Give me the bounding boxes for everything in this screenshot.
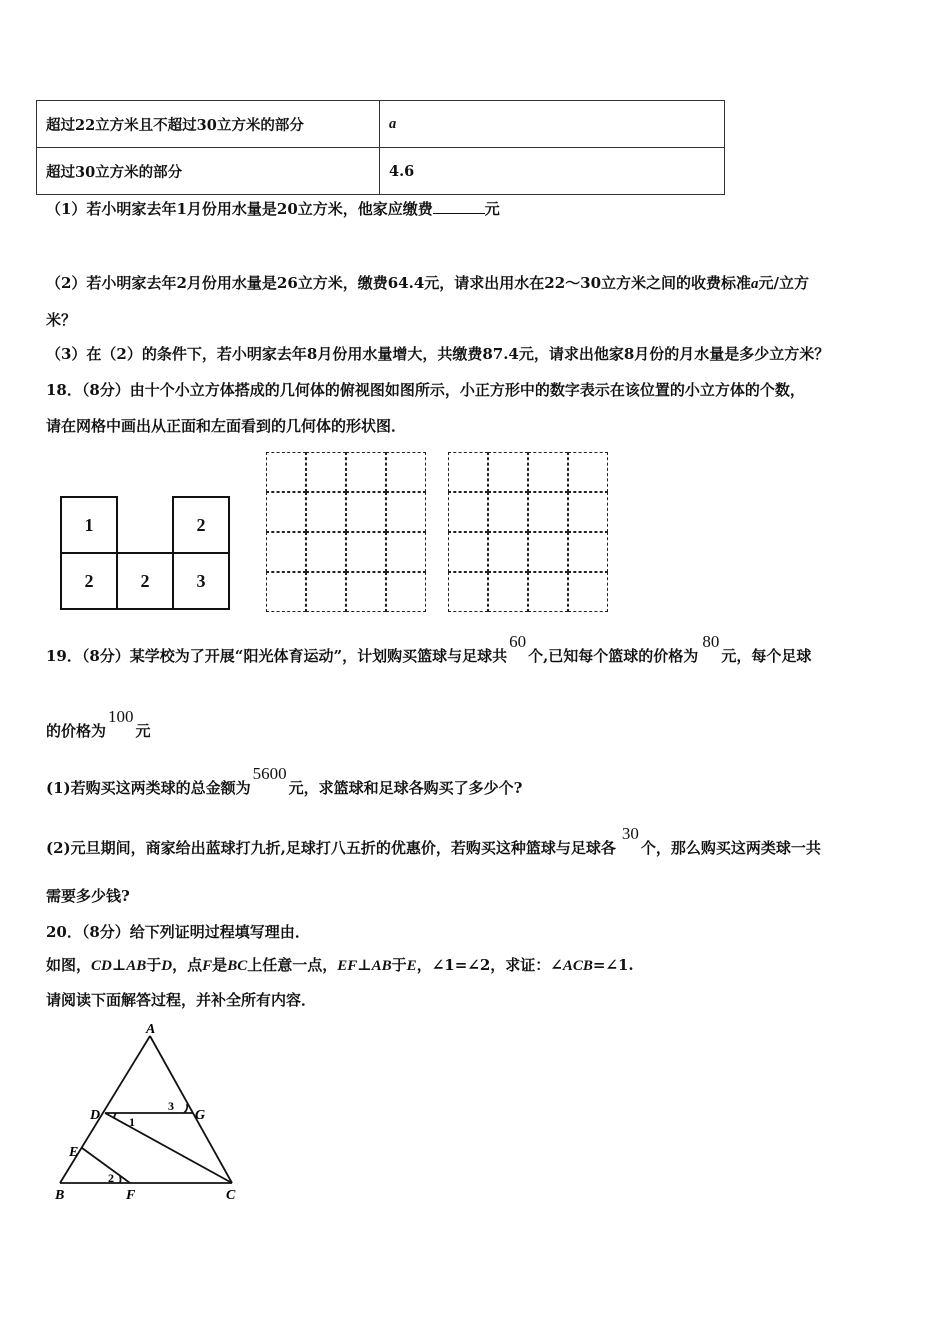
grid-cell[interactable] <box>306 492 346 532</box>
q20-var: D <box>161 958 173 974</box>
label-angle-2: 2 <box>108 1171 114 1185</box>
top-view-cell: 3 <box>172 552 230 610</box>
table-cell-price: 4.6 <box>380 148 725 195</box>
top-view-figure <box>60 496 228 608</box>
q19-line1 <box>46 632 812 666</box>
grid-cell[interactable] <box>448 492 488 532</box>
top-view-cell: 2 <box>60 552 118 610</box>
q17-part1-text: （1）若小明家去年1月份用水量是20立方米，他家应缴费 <box>46 200 433 218</box>
label-d: D <box>90 1108 101 1123</box>
q19-text: 19．（8分）某学校为了开展“阳光体育运动”，计划购买篮球与足球共 <box>46 647 508 665</box>
answer-blank <box>433 199 485 214</box>
grid-cell[interactable] <box>266 572 306 612</box>
q19-line2 <box>46 707 151 741</box>
q20-text: ，∠1=∠2，求证：∠ <box>416 956 563 974</box>
grid-cell[interactable] <box>386 572 426 612</box>
q19-text: 个,已知每个篮球的价格为 <box>528 647 699 665</box>
q20-var: F <box>202 958 213 974</box>
q19-number: 5600 <box>252 764 287 783</box>
grid-cell[interactable] <box>346 492 386 532</box>
grid-cell[interactable] <box>528 492 568 532</box>
q17-part2-unit: 元/立方 <box>758 274 810 292</box>
q19-text: 元 <box>135 722 151 740</box>
q17-var-a: a <box>751 276 759 292</box>
table-row <box>37 101 725 148</box>
q18-line2: 请在网格中画出从正面和左面看到的几何体的形状图． <box>46 417 407 435</box>
q20-line1: 20．（8分）给下列证明过程填写理由． <box>46 923 310 941</box>
label-angle-3: 3 <box>168 1099 174 1113</box>
q20-line2 <box>46 955 634 976</box>
q20-text: ，点 <box>172 956 203 974</box>
q19-text: (1)若购买这两类球的总金额为 <box>46 779 251 797</box>
left-view-grid[interactable] <box>448 452 608 612</box>
label-e: E <box>69 1145 79 1160</box>
grid-cell[interactable] <box>568 492 608 532</box>
label-g: G <box>195 1108 206 1123</box>
grid-cell[interactable] <box>528 572 568 612</box>
grid-cell[interactable] <box>568 532 608 572</box>
label-b: B <box>55 1188 65 1203</box>
grid-cell[interactable] <box>568 572 608 612</box>
label-a: A <box>146 1022 156 1037</box>
grid-cell[interactable] <box>266 492 306 532</box>
segment-ef <box>82 1148 130 1183</box>
q20-var: AB <box>371 958 392 974</box>
grid-cell[interactable] <box>528 452 568 492</box>
q19-number: 100 <box>108 707 134 726</box>
q20-text: 是 <box>212 956 228 974</box>
top-view-cell: 1 <box>60 496 118 554</box>
table-cell-range: 超过22立方米且不超过30立方米的部分 <box>37 101 380 148</box>
q19-text: (2)元旦期间，商家给出蓝球打九折,足球打八五折的优惠价，若购买这种篮球与足球各 <box>46 839 616 857</box>
q20-text: 于 <box>391 956 407 974</box>
grid-cell[interactable] <box>568 452 608 492</box>
grid-cell[interactable] <box>346 572 386 612</box>
grid-cell[interactable] <box>266 532 306 572</box>
grid-cell[interactable] <box>306 532 346 572</box>
q19-number: 80 <box>702 632 720 651</box>
q19-text: 个，那么购买这两类球一共 <box>640 839 821 857</box>
q20-var: AB <box>126 958 147 974</box>
q19-text: 元，求篮球和足球各购买了多少个? <box>288 779 523 797</box>
top-view-cell: 2 <box>116 552 174 610</box>
q20-text: ⊥ <box>357 956 372 974</box>
q17-part3: （3）在（2）的条件下，若小明家去年8月份用水量增大，共缴费87.4元，请求出他家8月份的月水量是多少立方米？ <box>46 345 830 363</box>
top-view-cell: 2 <box>172 496 230 554</box>
q20-text: ⊥ <box>111 956 127 974</box>
q19-sub2-cont: 需要多少钱? <box>46 887 130 905</box>
q20-line3: 请阅读下面解答过程，并补全所有内容． <box>46 991 317 1009</box>
q20-text: 上任意一点， <box>247 956 338 974</box>
table-row <box>37 148 725 195</box>
grid-cell[interactable] <box>266 452 306 492</box>
q19-sub1 <box>46 764 523 798</box>
label-f: F <box>126 1188 136 1203</box>
q17-part1 <box>46 199 500 219</box>
q17-part1-unit: 元 <box>484 200 500 218</box>
q20-text: =∠1. <box>592 956 634 974</box>
side-ab <box>60 1036 150 1183</box>
q19-text: 的价格为 <box>46 722 107 740</box>
label-angle-1: 1 <box>129 1115 135 1129</box>
grid-cell[interactable] <box>386 492 426 532</box>
label-c: C <box>226 1188 236 1203</box>
table-cell-price: a <box>380 101 725 148</box>
grid-cell[interactable] <box>386 532 426 572</box>
q20-var: E <box>406 958 417 974</box>
angle-2-arc <box>120 1176 121 1183</box>
q19-number: 60 <box>509 632 527 651</box>
q17-part2-cont: 米？ <box>46 311 77 329</box>
q20-var: CD <box>91 958 112 974</box>
front-view-grid[interactable] <box>266 452 426 612</box>
q18-line1: 18．（8分）由十个小立方体搭成的几何体的俯视图如图所示，小正方形中的数字表示在该位置的小立方体的个数， <box>46 381 805 399</box>
q20-var: EF <box>337 958 358 974</box>
grid-cell[interactable] <box>488 572 528 612</box>
grid-cell[interactable] <box>346 452 386 492</box>
q20-text: 于 <box>146 956 162 974</box>
q20-text: 如图， <box>46 956 92 974</box>
q19-text: 元，每个足球 <box>721 647 812 665</box>
grid-cell[interactable] <box>488 452 528 492</box>
q20-var: ACB <box>562 958 593 974</box>
grid-cell[interactable] <box>528 532 568 572</box>
grid-cell[interactable] <box>306 572 346 612</box>
angle-3-arc <box>184 1104 187 1113</box>
q20-var: BC <box>227 958 248 974</box>
grid-cell[interactable] <box>448 532 488 572</box>
grid-cell[interactable] <box>488 532 528 572</box>
grid-cell[interactable] <box>448 572 488 612</box>
grid-cell[interactable] <box>386 452 426 492</box>
q19-sub2 <box>46 824 821 858</box>
grid-cell[interactable] <box>448 452 488 492</box>
grid-cell[interactable] <box>306 452 346 492</box>
grid-cell[interactable] <box>488 492 528 532</box>
table-cell-range: 超过30立方米的部分 <box>37 148 380 195</box>
q17-part2-text: （2）若小明家去年2月份用水量是26立方米，缴费64.4元，请求出用水在22～30立方米之间的收费标准 <box>46 274 752 292</box>
water-rate-table <box>36 100 725 195</box>
q19-number: 30 <box>621 824 639 843</box>
triangle-figure <box>46 1020 246 1210</box>
grid-cell[interactable] <box>346 532 386 572</box>
q17-part2 <box>46 273 809 294</box>
